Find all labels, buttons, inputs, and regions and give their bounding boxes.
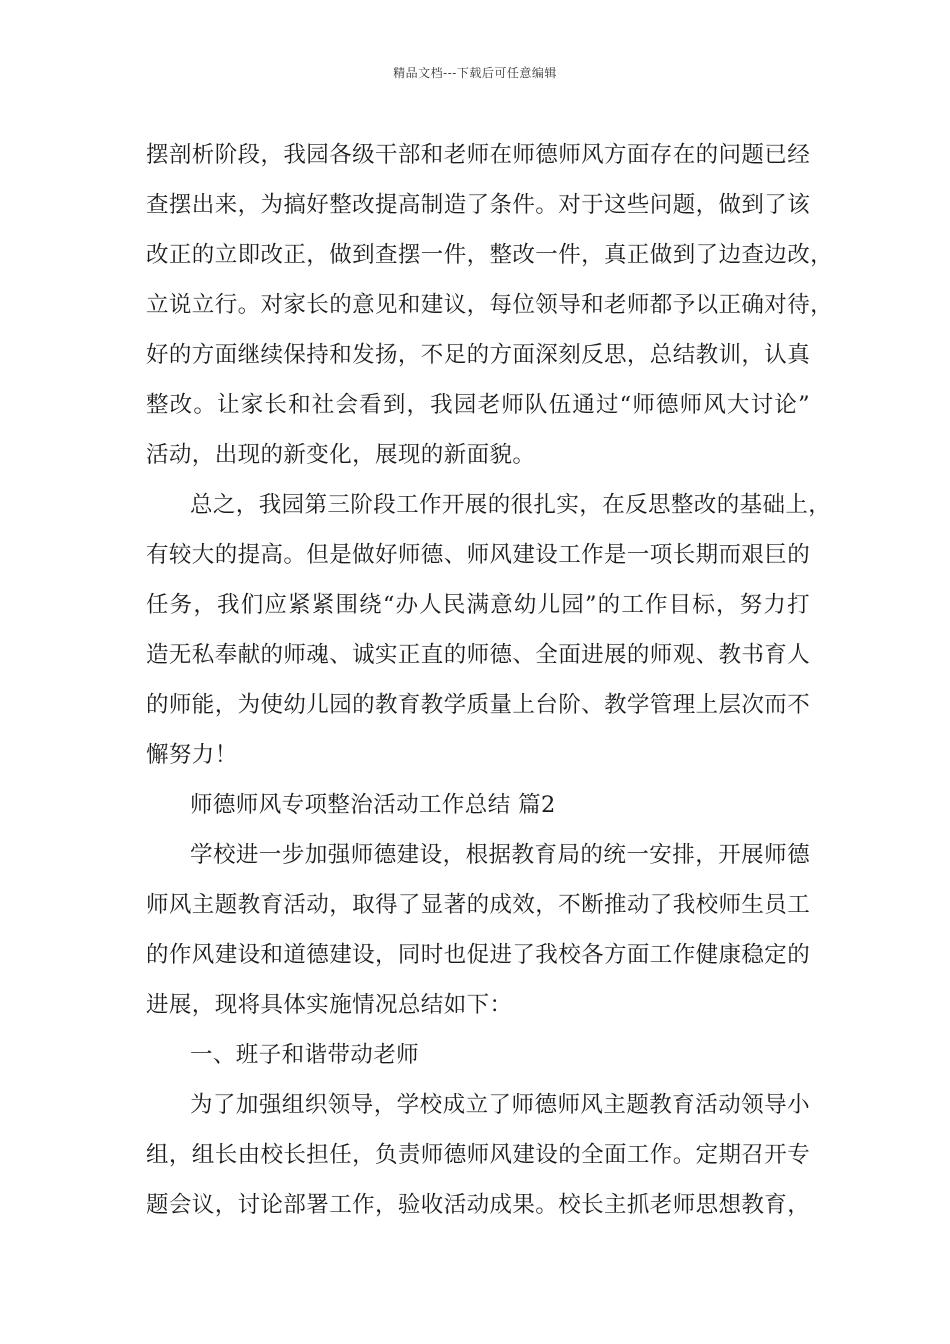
paragraph bbox=[146, 480, 832, 780]
text-line: 立说立行。对家长的意见和建议，每位领导和老师都予以正确对待， bbox=[146, 292, 834, 318]
paragraph bbox=[146, 130, 834, 480]
text-line: 任务，我们应紧紧围绕“办人民满意幼儿园”的工作目标，努力打 bbox=[146, 592, 810, 618]
text-line: 懈努力！ bbox=[146, 742, 238, 768]
document-body bbox=[146, 130, 834, 1230]
paragraph bbox=[146, 1080, 810, 1230]
text-line: 改正的立即改正，做到查摆一件，整改一件，真正做到了边查边改， bbox=[146, 242, 834, 268]
paragraph bbox=[146, 1030, 810, 1080]
text-line: 组，组长由校长担任，负责师德师风建设的全面工作。定期召开专 bbox=[146, 1142, 811, 1168]
text-line: 有较大的提高。但是做好师德、师风建设工作是一项长期而艰巨的 bbox=[146, 542, 811, 568]
text-line: 查摆出来，为搞好整改提高制造了条件。对于这些问题，做到了该 bbox=[146, 192, 811, 218]
text-line: 的作风建设和道德建设，同时也促进了我校各方面工作健康稳定的 bbox=[146, 942, 811, 968]
text-line: 总之，我园第三阶段工作开展的很扎实，在反思整改的基础上， bbox=[190, 492, 832, 518]
text-line: 摆剖析阶段，我园各级干部和老师在师德师风方面存在的问题已经 bbox=[146, 142, 811, 168]
text-line: 题会议，讨论部署工作，验收活动成果。校长主抓老师思想教育， bbox=[146, 1192, 811, 1218]
text-line: 一、班子和谐带动老师 bbox=[190, 1042, 420, 1068]
text-line: 整改。让家长和社会看到，我园老师队伍通过“师德师风大讨论” bbox=[146, 392, 810, 418]
text-line: 学校进一步加强师德建设，根据教育局的统一安排，开展师德 bbox=[190, 842, 810, 868]
page-header: 精品文档---下载后可任意编辑 bbox=[393, 66, 557, 80]
text-line: 好的方面继续保持和发扬，不足的方面深刻反思，总结教训，认真 bbox=[146, 342, 811, 368]
text-line: 进展，现将具体实施情况总结如下： bbox=[146, 992, 513, 1018]
paragraph bbox=[146, 780, 810, 830]
text-line: 造无私奉献的师魂、诚实正直的师德、全面进展的师观、教书育人 bbox=[146, 642, 811, 668]
text-line: 的师能，为使幼儿园的教育教学质量上台阶、教学管理上层次而不 bbox=[146, 692, 811, 718]
paragraph bbox=[146, 830, 810, 1030]
text-line: 活动，出现的新变化，展现的新面貌。 bbox=[146, 442, 536, 468]
text-line: 师德师风专项整治活动工作总结 篇2 bbox=[190, 792, 556, 818]
text-line: 为了加强组织领导，学校成立了师德师风主题教育活动领导小 bbox=[190, 1092, 810, 1118]
text-line: 师风主题教育活动，取得了显著的成效，不断推动了我校师生员工 bbox=[146, 892, 811, 918]
